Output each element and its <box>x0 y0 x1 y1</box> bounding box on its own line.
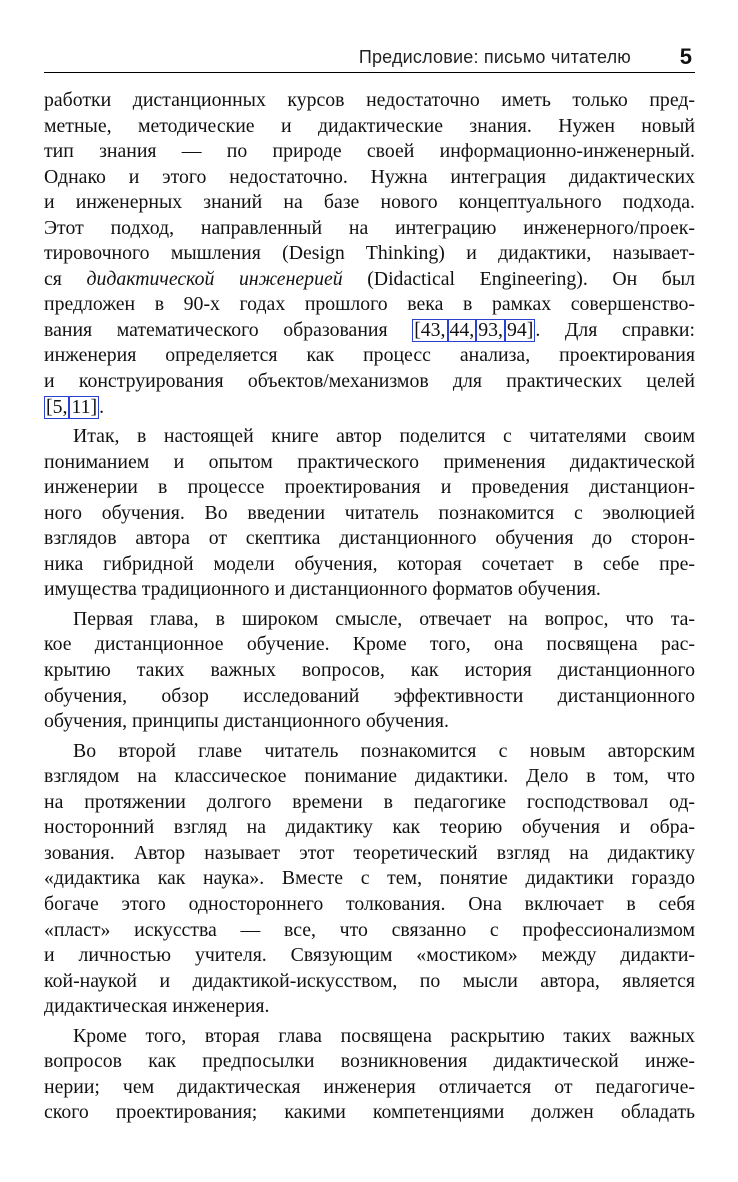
text-line: Однако и этого недостаточно. Нужна интеграция дидактических <box>44 165 695 188</box>
text-line <box>44 318 695 344</box>
text-line: крытию таких важных вопросов, как история дистанционного <box>44 659 695 682</box>
citation-link[interactable]: [43, <box>414 318 446 341</box>
text-span: вания математического образования <box>44 318 413 341</box>
text-line: богаче этого одностороннего толкования. Она включает в себя <box>44 892 695 915</box>
text-line: предложен в 90-х годах прошлого века в рамках совершенство- <box>44 293 695 316</box>
text-span: (Didactical Engineering). Он был <box>342 267 696 290</box>
text-line: ного обучения. Во введении читатель познакомится с эволюцией <box>44 501 695 524</box>
text-line: и личностью учителя. Связующим «мостиком» между дидакти- <box>44 944 695 967</box>
text-line: Во второй главе читатель познакомится с новым авторским <box>73 739 695 762</box>
text-line: обучения, принципы дистанционного обучения. <box>44 710 449 733</box>
text-line: дидактическая инженерия. <box>44 995 270 1018</box>
paragraph-4 <box>44 739 695 1020</box>
paragraph-2 <box>44 424 695 603</box>
text-line: кой-наукой и дидактикой-искусством, по мысли автора, является <box>44 969 695 992</box>
text-line: «пласт» искусства — все, что связанно с профессионализмом <box>44 918 695 941</box>
text-line: работки дистанционных курсов недостаточно иметь только пред- <box>44 89 695 111</box>
text-line: инженерия определяется как процесс анализа, проектирования <box>44 344 695 367</box>
text-line: носторонний взгляд на дидактику как теорию обучения и обра- <box>44 816 695 839</box>
citation-link[interactable]: 93, <box>478 318 503 341</box>
text-line: Этот подход, направленный на интеграцию инженерного/проек- <box>44 216 695 239</box>
text-line: зования. Автор называет этот теоретический взгляд на дидактику <box>44 841 695 864</box>
citation-link[interactable]: 44, <box>449 318 475 341</box>
text-line <box>44 395 695 421</box>
page-number: 5 <box>679 44 692 69</box>
text-span: . Для справки: <box>535 318 695 341</box>
citation-link[interactable]: [5, <box>46 395 68 418</box>
text-line: и инженерных знаний на базе нового концептуального подхода. <box>44 191 695 214</box>
text-line: тировочного мышления (Design Thinking) и дидактики, называет- <box>44 242 695 265</box>
text-line: обучения, обзор исследований эффективности дистанционного <box>44 684 695 707</box>
text-line: пониманием и опытом практического применения дидактической <box>44 450 695 473</box>
text-line: и конструирования объектов/механизмов для практических целей <box>44 370 695 393</box>
text-line: на протяжении долгого времени в педагогике господствовал од- <box>44 790 695 813</box>
running-title: Предисловие: письмо читателю <box>358 47 631 67</box>
paragraph-5 <box>44 1024 695 1126</box>
citation-link[interactable]: 11] <box>71 395 98 418</box>
text-line: инженерии в процессе проектирования и проведения дистанцион- <box>44 476 695 499</box>
emphasized-term: дидактической инженерией <box>86 267 343 290</box>
text-line: метные, методические и дидактические знания. Нужен новый <box>44 114 695 137</box>
text-line: вопросов как предпосылки возникновения дидактической инже- <box>44 1050 695 1073</box>
text-line: Первая глава, в широком смысле, отвечает на вопрос, что та- <box>73 607 695 630</box>
text-span: . <box>99 395 105 418</box>
text-span: ся <box>44 267 87 290</box>
body-text <box>44 88 695 1126</box>
text-line: ника гибридной модели обучения, которая сочетает в себе пре- <box>44 552 695 575</box>
running-header <box>44 44 695 73</box>
text-line: ского проектирования; какими компетенциями должен обладать <box>44 1101 695 1124</box>
text-line: Кроме того, вторая глава посвящена раскрытию таких важных <box>73 1024 695 1047</box>
citation-link[interactable]: 94] <box>506 318 534 341</box>
text-line: кое дистанционное обучение. Кроме того, она посвящена рас- <box>44 633 695 656</box>
text-line: имущества традиционного и дистанционного форматов обучения. <box>44 578 601 601</box>
text-line <box>44 267 695 293</box>
text-line: Итак, в настоящей книге автор поделится с читателями своим <box>73 425 695 448</box>
text-line: нерии; чем дидактическая инженерия отличается от педагогиче- <box>44 1075 695 1098</box>
text-line: «дидактика как наука». Вместе с тем, понятие дидактики гораздо <box>44 867 695 890</box>
text-line: взглядом на классическое понимание дидактики. Дело в том, что <box>44 765 695 788</box>
paragraph-3 <box>44 607 695 735</box>
paragraph-1 <box>44 88 695 420</box>
text-line: взглядов автора от скептика дистанционного обучения до сторон- <box>44 527 695 550</box>
text-line: тип знания — по природе своей информационно-инженерный. <box>44 140 695 163</box>
